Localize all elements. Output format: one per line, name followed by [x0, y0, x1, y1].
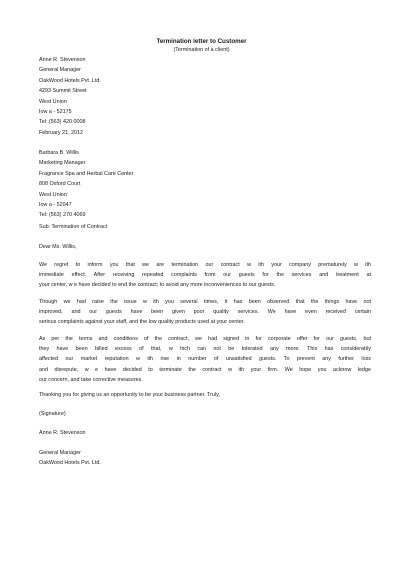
- letter-date: February 21, 2012: [39, 130, 84, 136]
- paragraph-line: serious complaints against your staff, and the low quality products used at your center.: [39, 319, 245, 326]
- sender-city: West Union: [39, 98, 67, 105]
- sender-phone: Tel: (563) 420 0008: [39, 119, 86, 126]
- recipient-name: Barbara B. Willis: [39, 150, 79, 156]
- signer-title: General Manager: [39, 450, 81, 456]
- paragraph-3: [39, 334, 371, 385]
- subject-block: [39, 222, 371, 232]
- signature-block: [39, 409, 371, 419]
- paragraph-line: they have been billed excess of that, w hich can not be tolerated any more. This has considerably: [39, 346, 371, 353]
- paragraph-line: your center, w e have decided to end the contract; to avoid any more inconveniences to our guests.: [39, 282, 276, 289]
- recipient-company: Fragrance Spa and Herbal Care Center: [39, 170, 134, 177]
- paragraph-line: immediate effect. After receiving repeated complaints from our guests for the services and treatment at: [39, 272, 371, 279]
- subject-line: Sub: Termination of Contract: [39, 224, 108, 230]
- closing-line: Thanking you for giving us an opportunity to be your business partner. Truly,: [39, 392, 220, 398]
- recipient-city: West Union: [39, 191, 67, 198]
- recipient-street: 808 Oxford Court: [39, 181, 81, 188]
- paragraph-line: affected our market reputation w ith rise in number of unsatisfied guests. To prevent any further loss: [39, 356, 371, 363]
- paragraph-1: [39, 260, 371, 291]
- signer-name: Anne R. Stevenson: [39, 430, 86, 436]
- sender-state-zip: Iow a - 52175: [39, 109, 72, 116]
- sender-title: General Manager: [39, 67, 81, 74]
- salutation: Dear Ms. Willis,: [39, 244, 77, 250]
- paragraph-line: We regret to inform you that we are termination our contract w ith your company prematurely w ith: [39, 262, 371, 268]
- letter-title: Termination letter to Customer: [156, 38, 247, 45]
- recipient-title: Marketing Manager: [39, 160, 86, 167]
- recipient-state-zip: Iow a - 52047: [39, 202, 72, 209]
- sender-company: OakWood Hotels Pvt. Ltd.: [39, 77, 101, 84]
- signature-placeholder: (Signature): [39, 411, 66, 417]
- signer-title-block: [39, 448, 371, 469]
- sender-address: [39, 55, 371, 128]
- paragraph-line: improved, and our guests have been given poor quality services. We have even received certain: [39, 309, 371, 316]
- sender-street: 4293 Summit Street: [39, 88, 87, 95]
- paragraph-line: As per the terms and conditions of the contract, we had signed in for corporate offer for our guests, but: [39, 336, 371, 342]
- letter-date-block: [39, 128, 371, 138]
- paragraph-line: Though we had raise the issue w ith you several times, it has been observed that the things have not: [39, 299, 371, 305]
- sender-name: Anne R. Stevenson: [39, 57, 86, 63]
- recipient-phone: Tel: (563) 270 4069: [39, 212, 86, 219]
- signer-name-block: [39, 428, 371, 438]
- paragraph-line: our concern, and take corrective measures.: [39, 376, 143, 383]
- letter-subtitle: (Termination of a client): [173, 47, 230, 53]
- paragraph-2: [39, 297, 371, 328]
- closing-block: [39, 390, 371, 400]
- signer-company: OakWood Hotels Pvt. Ltd.: [39, 460, 101, 467]
- salutation-block: [39, 242, 371, 252]
- recipient-address: [39, 148, 371, 221]
- paragraph-line: and disrepute, w e have decided to terminate the contract w ith your firm. We hope you acknow ledge: [39, 366, 371, 373]
